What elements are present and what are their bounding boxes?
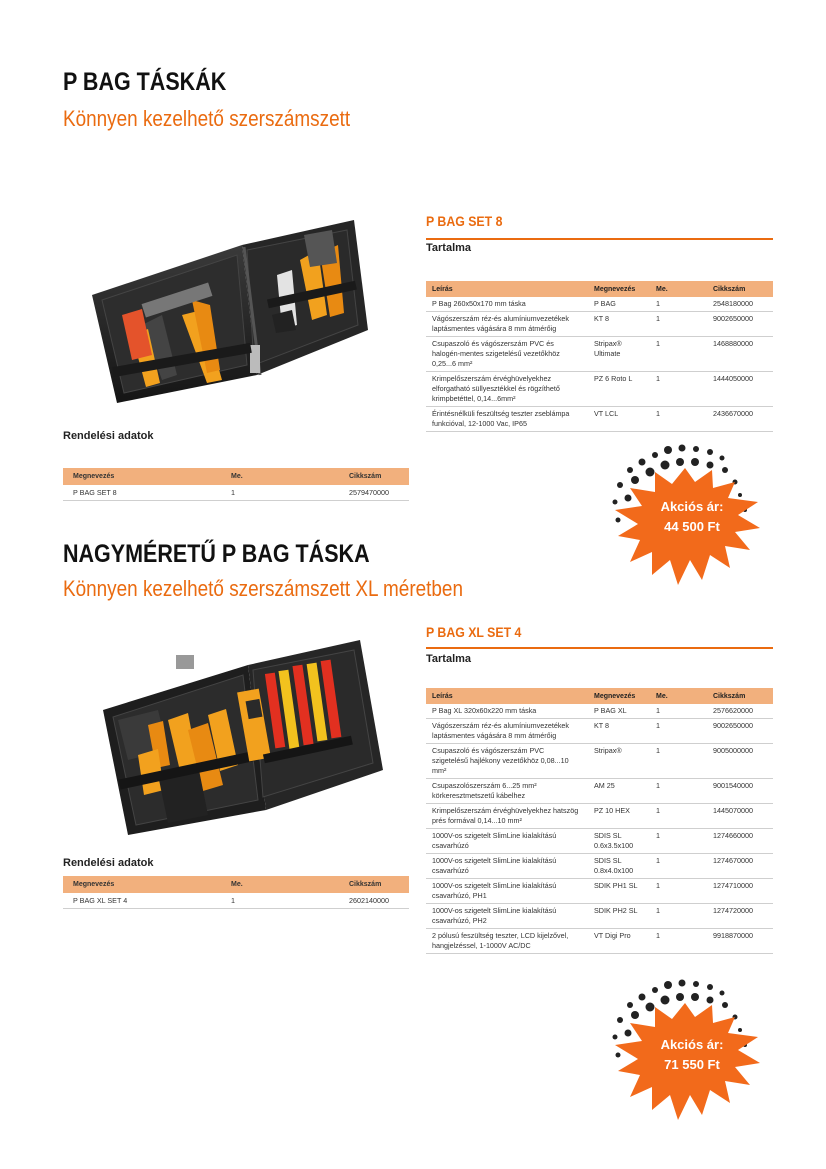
section2-order-table: [63, 876, 409, 909]
col-header: Me.: [650, 281, 707, 297]
col-header: Megnevezés: [63, 876, 221, 893]
price-value-2: 71 550 Ft: [664, 1057, 720, 1072]
section2-contents-table: [426, 688, 773, 954]
cell-qty: 1: [650, 704, 707, 719]
table-row: [426, 854, 773, 879]
table-header-row: [426, 281, 773, 297]
cell-qty: 1: [221, 893, 339, 909]
cell-qty: 1: [650, 854, 707, 879]
cell-name: P BAG: [588, 297, 650, 312]
cell-qty: 1: [650, 779, 707, 804]
cell-name: Stripax®: [588, 744, 650, 779]
col-header: Leírás: [426, 688, 588, 704]
section1-contents-label: Tartalma: [426, 242, 472, 254]
table-row: [426, 719, 773, 744]
cell-name: PZ 6 Roto L: [588, 372, 650, 407]
cell-name: KT 8: [588, 312, 650, 337]
table-row: [426, 804, 773, 829]
col-header: Megnevezés: [588, 688, 650, 704]
cell-qty: 1: [650, 804, 707, 829]
table-row: [63, 485, 409, 501]
cell-description: P Bag XL 320x60x220 mm táska: [426, 704, 588, 719]
section2-subtitle: Könnyen kezelhető szerszámszett XL méretben: [63, 576, 463, 601]
cell-qty: 1: [650, 312, 707, 337]
col-header: Me.: [221, 468, 339, 485]
cell-description: 2 pólusú feszültség teszter, LCD kijelzővel, hangjelzéssel, 1-1000V AC/DC: [426, 929, 588, 954]
table-row: [426, 704, 773, 719]
cell-name: KT 8: [588, 719, 650, 744]
cell-article: 2548180000: [707, 297, 773, 312]
section1-subtitle: Könnyen kezelhető szerszámszett: [63, 106, 351, 131]
cell-name: P BAG SET 8: [63, 485, 221, 501]
section1-set-title: P BAG SET 8: [426, 213, 503, 229]
table-row: [426, 929, 773, 954]
section1-divider: [426, 238, 773, 240]
section2-order-label: Rendelési adatok: [63, 857, 154, 869]
table-row: [426, 904, 773, 929]
cell-name: P BAG XL SET 4: [63, 893, 221, 909]
col-header: Megnevezés: [63, 468, 221, 485]
cell-name: PZ 10 HEX: [588, 804, 650, 829]
table-row: [426, 879, 773, 904]
cell-description: P Bag 260x50x170 mm táska: [426, 297, 588, 312]
table-row: [426, 297, 773, 312]
cell-description: Érintésnélküli feszültség teszter zseblámpa funkcióval, 12-1000 Vac, IP65: [426, 407, 588, 432]
price-label-1: Akciós ár:: [660, 499, 724, 514]
table-row: [426, 312, 773, 337]
cell-qty: 1: [650, 904, 707, 929]
section2-title: NAGYMÉRETŰ P BAG TÁSKA: [63, 540, 370, 568]
cell-article: 1274670000: [707, 854, 773, 879]
cell-qty: 1: [650, 929, 707, 954]
cell-description: 1000V-os szigetelt SlimLine kialakítású csavarhúzó, PH1: [426, 879, 588, 904]
table-row: [426, 372, 773, 407]
p-bag-xl-set-4-image: [98, 625, 390, 840]
cell-description: 1000V-os szigetelt SlimLine kialakítású csavarhúzó: [426, 829, 588, 854]
cell-description: Vágószerszám réz-és alumíniumvezetékek laptásmentes vágására 8 mm átmérőig: [426, 312, 588, 337]
section2-set-title: P BAG XL SET 4: [426, 624, 522, 640]
cell-name: SDIS SL 0.6x3.5x100: [588, 829, 650, 854]
col-header: Cikkszám: [707, 688, 773, 704]
cell-name: SDIK PH1 SL: [588, 879, 650, 904]
cell-name: AM 25: [588, 779, 650, 804]
cell-article: 1274710000: [707, 879, 773, 904]
cell-qty: 1: [650, 337, 707, 372]
price-burst-1: [600, 440, 770, 590]
cell-description: Vágószerszám réz-és alumíniumvezetékek laptásmentes vágására 8 mm átmérőig: [426, 719, 588, 744]
table-row: [63, 893, 409, 909]
cell-qty: 1: [650, 297, 707, 312]
col-header: Me.: [650, 688, 707, 704]
table-row: [426, 407, 773, 432]
table-header-row: [426, 688, 773, 704]
cell-article: 2436670000: [707, 407, 773, 432]
section1-order-table: [63, 468, 409, 501]
section1-contents-table: [426, 281, 773, 432]
col-header: Megnevezés: [588, 281, 650, 297]
price-label-2: Akciós ár:: [660, 1037, 724, 1052]
table-row: [426, 337, 773, 372]
table-row: [426, 779, 773, 804]
cell-qty: 1: [650, 879, 707, 904]
cell-qty: 1: [650, 372, 707, 407]
cell-article: 9005000000: [707, 744, 773, 779]
cell-name: VT Digi Pro: [588, 929, 650, 954]
cell-qty: 1: [650, 719, 707, 744]
cell-qty: 1: [221, 485, 339, 501]
cell-name: SDIK PH2 SL: [588, 904, 650, 929]
col-header: Leírás: [426, 281, 588, 297]
section2-contents-label: Tartalma: [426, 653, 472, 665]
cell-article: 9001540000: [707, 779, 773, 804]
cell-article: 1445070000: [707, 804, 773, 829]
cell-description: 1000V-os szigetelt SlimLine kialakítású csavarhúzó, PH2: [426, 904, 588, 929]
cell-article: 1468880000: [707, 337, 773, 372]
cell-description: Csupaszoló és vágószerszám PVC és halogén-mentes szigetelésű vezetőkhöz 0,25...6 mm²: [426, 337, 588, 372]
col-header: Me.: [221, 876, 339, 893]
price-value-1: 44 500 Ft: [664, 519, 720, 534]
price-burst-2: [600, 975, 770, 1125]
cell-article: 9918870000: [707, 929, 773, 954]
cell-description: 1000V-os szigetelt SlimLine kialakítású csavarhúzó: [426, 854, 588, 879]
cell-article: 9002650000: [707, 312, 773, 337]
table-header-row: [63, 468, 409, 485]
cell-name: Stripax® Ultimate: [588, 337, 650, 372]
cell-qty: 1: [650, 744, 707, 779]
table-row: [426, 829, 773, 854]
cell-article: 1444050000: [707, 372, 773, 407]
cell-article: 2576620000: [707, 704, 773, 719]
p-bag-set-8-image: [82, 205, 382, 410]
section1-title: P BAG TÁSKÁK: [63, 68, 227, 96]
cell-description: Csupaszoló és vágószerszám PVC szigetelésű hajlékony vezetőkhöz 0,08...10 mm²: [426, 744, 588, 779]
cell-article: 1274660000: [707, 829, 773, 854]
col-header: Cikkszám: [339, 876, 409, 893]
col-header: Cikkszám: [339, 468, 409, 485]
cell-article: 1274720000: [707, 904, 773, 929]
cell-name: P BAG XL: [588, 704, 650, 719]
section2-divider: [426, 647, 773, 649]
cell-article: 2602140000: [339, 893, 409, 909]
cell-description: Csupaszolószerszám 6...25 mm² körkeresztmetszetű kábelhez: [426, 779, 588, 804]
cell-description: Krimpelőszerszám érvéghüvelyekhez hatszög prés formával 0,14...10 mm²: [426, 804, 588, 829]
section1-order-label: Rendelési adatok: [63, 430, 154, 442]
cell-qty: 1: [650, 407, 707, 432]
cell-description: Krimpelőszerszám érvéghüvelyekhez elforgatható süllyesztékkel és rögzíthető krimpbetéttel, 0,14...6mm²: [426, 372, 588, 407]
table-row: [426, 744, 773, 779]
table-header-row: [63, 876, 409, 893]
cell-name: VT LCL: [588, 407, 650, 432]
cell-article: 2579470000: [339, 485, 409, 501]
cell-qty: 1: [650, 829, 707, 854]
cell-article: 9002650000: [707, 719, 773, 744]
col-header: Cikkszám: [707, 281, 773, 297]
cell-name: SDIS SL 0.8x4.0x100: [588, 854, 650, 879]
